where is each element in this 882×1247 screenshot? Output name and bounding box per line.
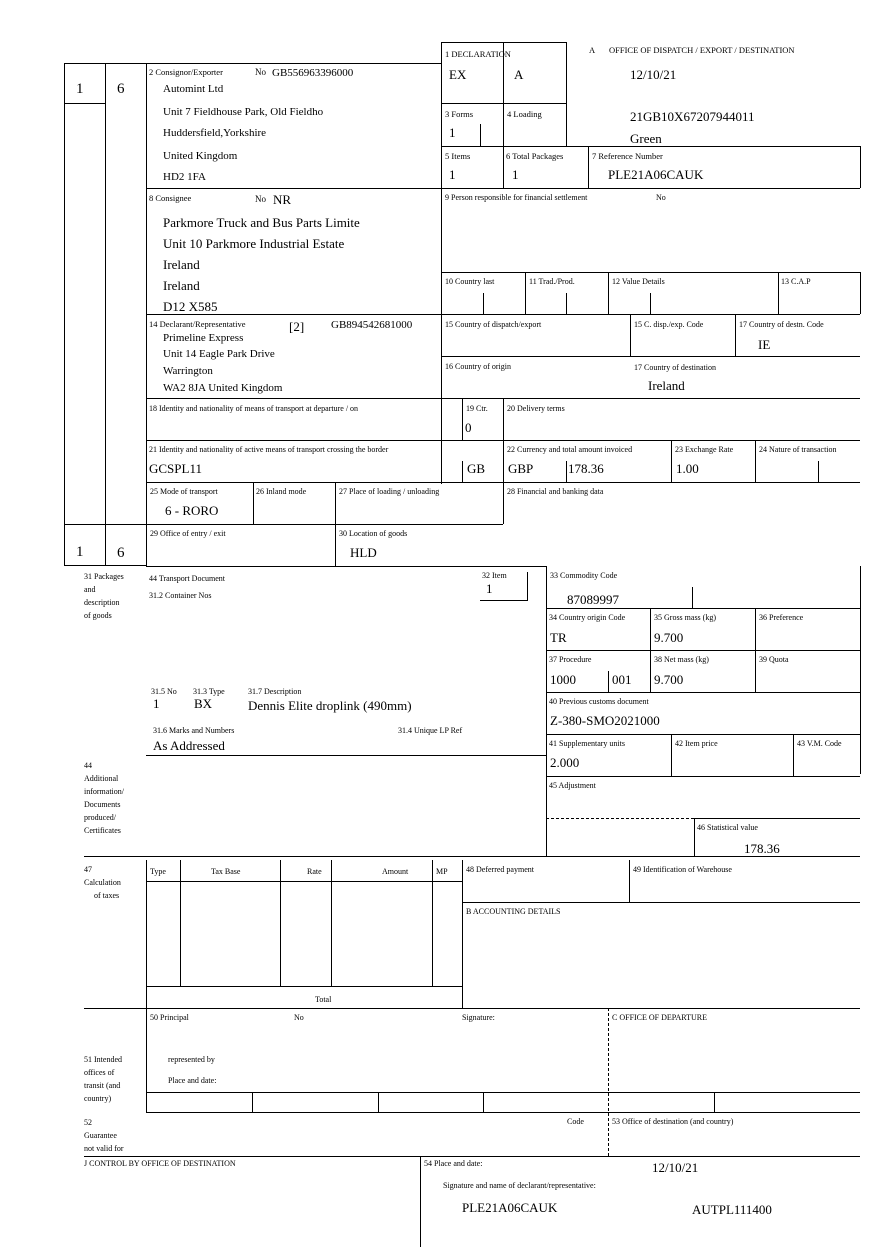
declarant-label: 14 Declarant/Representative [149,319,246,329]
additional-side-label: Additional [84,774,119,783]
consignor-no-label: No [255,67,266,77]
items-value: 1 [449,167,456,182]
c-disp-label: 15 C. disp./exp. Code [634,320,704,329]
office-date: 12/10/21 [630,67,677,82]
consignee-line: Ireland [163,278,200,293]
principal-label: 50 Principal [150,1013,189,1022]
stat-label: 46 Statistical value [697,823,758,832]
forms-label: 3 Forms [445,109,474,119]
declaration-type: EX [449,67,467,82]
side-count: 6 [117,81,125,97]
packages-value: 1 [512,167,519,182]
consignor-line: Unit 7 Fieldhouse Park, Old Fieldho [163,106,324,118]
transit-side-label: country) [84,1094,112,1103]
taxes-side-label: 47 [84,865,92,874]
tax-header: Amount [382,867,409,876]
additional-side-label: 44 [84,761,92,770]
unique-label: 31.4 Unique LP Ref [398,726,463,735]
pref-label: 36 Preference [759,613,804,622]
reference-label: 7 Reference Number [592,151,663,161]
gross-label: 35 Gross mass (kg) [654,613,716,622]
signature-name-label: Signature and name of declarant/representative: [443,1181,596,1190]
additional-side-label: Documents [84,800,121,809]
goods-side-label: 31 Packages [84,572,124,581]
office-letter: A [589,45,596,55]
guarantee-side-label: Guarantee [84,1131,117,1140]
mrn: 21GB10X67207944011 [630,109,755,124]
packages-label: 6 Total Packages [506,151,564,161]
additional-side-label: information/ [84,787,124,796]
consignee-no: NR [273,192,292,207]
loading-label: 4 Loading [507,109,542,119]
desc-value: Dennis Elite droplink (490mm) [248,698,412,713]
tax-header: MP [436,867,448,876]
country-dispatch-label: 15 Country of dispatch/export [445,320,542,329]
declarant-line: Primeline Express [163,332,244,344]
forms-value: 1 [449,125,456,140]
consignor-line: United Kingdom [163,150,238,162]
declarant-code: [2] [289,319,305,334]
represented-label: represented by [168,1055,215,1064]
office-entry-label: 29 Office of entry / exit [150,529,226,538]
ctr-label: 19 Ctr. [466,404,488,413]
financial-person-no: No [656,193,666,202]
place-date-label: 54 Place and date: [424,1159,483,1168]
location-value: HLD [350,545,377,560]
guarantee-side-label: not valid for [84,1144,124,1153]
tax-total: Total [315,995,332,1004]
mode-label: 25 Mode of transport [150,487,218,496]
inland-label: 26 Inland mode [256,487,307,496]
currency-amount: 178.36 [568,461,604,476]
place-date-value: 12/10/21 [652,1160,699,1175]
declarant-no: GB894542681000 [331,319,413,331]
transit-side-label: 51 Intended [84,1055,122,1064]
type-label: 31.3 Type [193,687,225,696]
location-label: 30 Location of goods [339,529,408,538]
additional-side-label: produced/ [84,813,116,822]
commodity-label: 33 Commodity Code [550,571,618,580]
proc-value-2: 001 [612,672,632,687]
active-transport-value: GCSPL11 [149,461,202,476]
consignor-line: Huddersfield,Yorkshire [163,127,267,139]
guarantee-side-label: 52 [84,1118,92,1127]
active-transport-nationality: GB [467,461,486,476]
reference-value: PLE21A06CAUK [608,167,704,182]
item-value: 1 [486,581,493,596]
financial-data-label: 28 Financial and banking data [507,487,604,496]
currency-code: GBP [508,461,534,476]
tax-header: Tax Base [211,867,241,876]
prev-label: 40 Previous customs document [549,697,649,706]
country-origin-label: 16 Country of origin [445,362,511,371]
accounting-label: B ACCOUNTING DETAILS [466,907,561,916]
country-dest-label: 17 Country of destination [634,363,716,372]
declaration-subtype: A [514,67,524,82]
items-label: 5 Items [445,151,471,161]
transport-doc-label: 44 Transport Document [149,574,225,583]
goods-side-label: of goods [84,611,112,620]
consignee-line: Parkmore Truck and Bus Parts Limite [163,215,360,230]
supp-value: 2.000 [550,755,580,770]
taxes-side-label: of taxes [94,891,120,900]
place-loading-label: 27 Place of loading / unloading [339,487,440,496]
mode-value: 6 - RORO [165,503,219,518]
control-label: J CONTROL BY OFFICE OF DESTINATION [84,1159,236,1168]
delivery-label: 20 Delivery terms [507,404,565,413]
vm-label: 43 V.M. Code [797,739,842,748]
financial-person-label: 9 Person responsible for financial settlement [445,193,588,202]
net-value: 9.700 [654,672,684,687]
c-dest-label: 17 Country of destn. Code [739,320,824,329]
c-dest-value: IE [758,337,771,352]
marks-value: As Addressed [153,738,225,753]
supp-label: 41 Supplementary units [549,739,625,748]
place-label: Place and date: [168,1076,217,1085]
tax-header: Type [150,867,166,876]
goods-side-label: and [84,585,96,594]
principal-signature: Signature: [462,1013,495,1022]
stat-value: 178.36 [744,841,780,856]
declarant-line: WA2 8JA United Kingdom [163,382,283,394]
no-value: 1 [153,696,160,711]
currency-label: 22 Currency and total amount invoiced [507,445,633,454]
warehouse-label: 49 Identification of Warehouse [633,865,732,874]
office-label: OFFICE OF DISPATCH / EXPORT / DESTINATION [609,45,795,55]
active-transport-label: 21 Identity and nationality of active means of transport crossing the border [149,445,389,454]
gross-value: 9.700 [654,630,684,645]
no-label: 31.5 No [151,687,177,696]
origin-label: 34 Country origin Code [549,613,626,622]
consignee-label: 8 Consignee [149,193,192,203]
signature-ref: PLE21A06CAUK [462,1200,558,1215]
declarant-line: Unit 14 Eagle Park Drive [163,348,275,360]
country-dest-value: Ireland [648,378,685,393]
office-departure-label: C OFFICE OF DEPARTURE [612,1013,708,1022]
guarantee-code: Code [567,1117,584,1126]
transit-side-label: transit (and [84,1081,121,1090]
consignee-line: Unit 10 Parkmore Industrial Estate [163,236,345,251]
item-label: 32 Item [482,571,507,580]
signature-code: AUTPL111400 [692,1202,772,1217]
nature-label: 24 Nature of transaction [759,445,837,454]
principal-no: No [294,1013,304,1022]
tax-header: Rate [307,867,322,876]
proc-value: 1000 [550,672,576,687]
adjustment-label: 45 Adjustment [549,781,596,790]
route: Green [630,131,662,146]
taxes-side-label: Calculation [84,878,121,887]
prev-value: Z-380-SMO2021000 [550,713,660,728]
trad-label: 11 Trad./Prod. [529,277,575,286]
transit-side-label: offices of [84,1068,115,1077]
type-value: BX [194,696,213,711]
cap-label: 13 C.A.P [781,277,811,286]
consignor-line: Automint Ltd [163,83,224,95]
ctr-value: 0 [465,420,472,435]
consignee-no-label: No [255,194,266,204]
side-number: 1 [76,81,84,97]
desc-label: 31.7 Description [248,687,302,696]
proc-label: 37 Procedure [549,655,592,664]
goods-side-label: description [84,598,120,607]
consignor-label: 2 Consignor/Exporter [149,67,223,77]
consignee-line: D12 X585 [163,299,218,314]
transport-departure-label: 18 Identity and nationality of means of transport at departure / on [149,404,359,413]
exchange-label: 23 Exchange Rate [675,445,734,454]
marks-label: 31.6 Marks and Numbers [153,726,235,735]
container-label: 31.2 Container Nos [149,591,212,600]
consignor-line: HD2 1FA [163,171,206,183]
item-price-label: 42 Item price [675,739,718,748]
consignee-line: Ireland [163,257,200,272]
declaration-label: 1 DECLARATION [445,49,511,59]
office-dest-label: 53 Office of destination (and country) [612,1117,734,1126]
commodity-value: 87089997 [567,592,619,607]
consignor-no: GB556963396000 [272,67,354,79]
additional-side-label: Certificates [84,826,121,835]
exchange-value: 1.00 [676,461,699,476]
side-count-bottom: 6 [117,545,125,561]
side-number-bottom: 1 [76,544,84,560]
origin-value: TR [550,630,567,645]
value-details-label: 12 Value Details [612,277,665,286]
country-last-label: 10 Country last [445,277,495,286]
net-label: 38 Net mass (kg) [654,655,709,664]
declarant-line: Warrington [163,365,213,377]
quota-label: 39 Quota [759,655,789,664]
deferred-label: 48 Deferred payment [466,865,534,874]
